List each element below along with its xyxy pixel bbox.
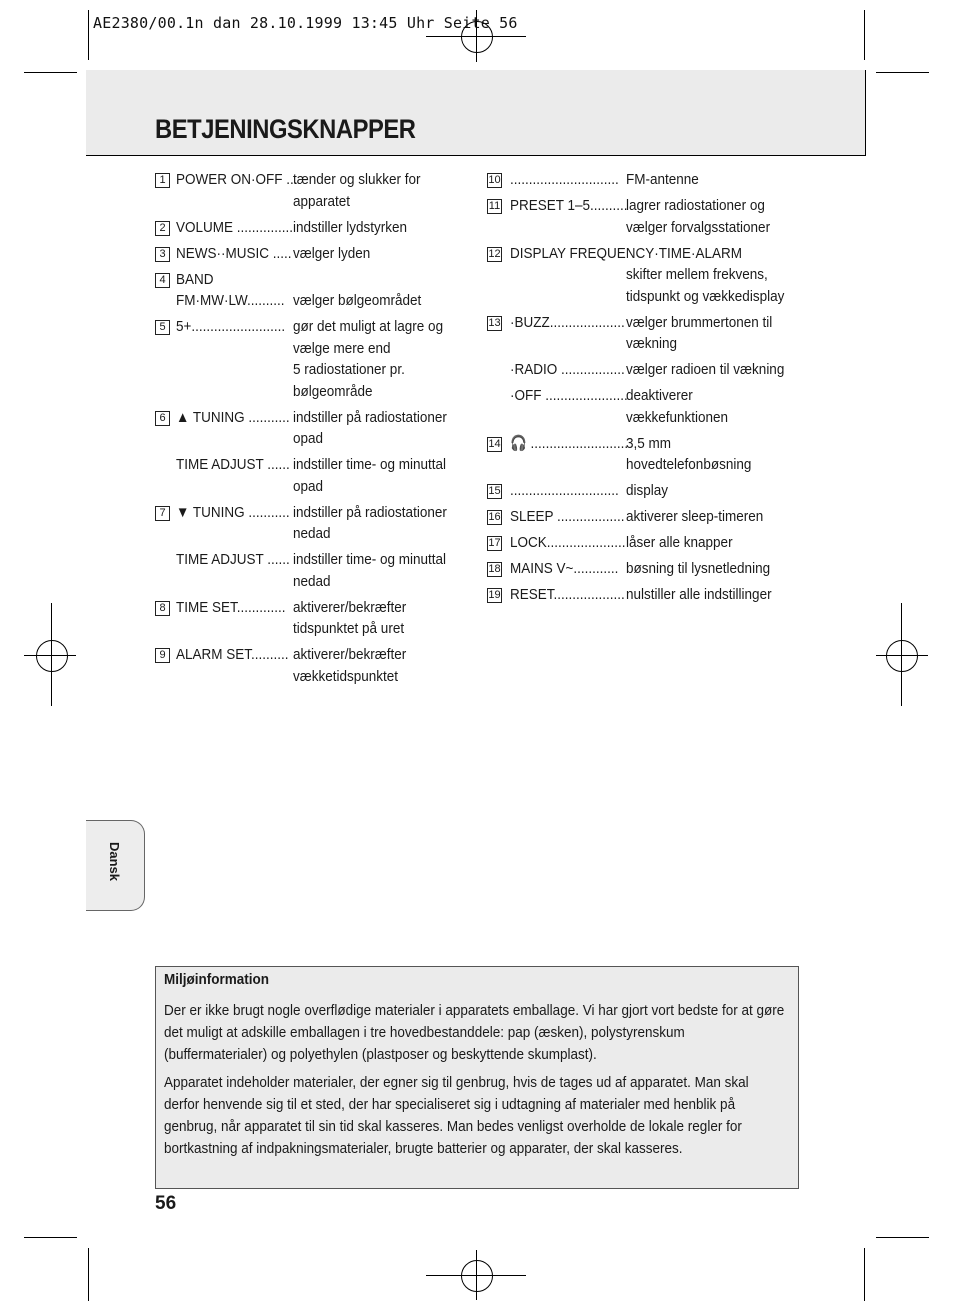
item-number: 9: [155, 648, 170, 663]
language-tab-label: Dansk: [107, 842, 122, 882]
control-label: TIME ADJUST ......: [176, 551, 290, 568]
control-entry: [487, 195, 817, 238]
control-label: MAINS V~............: [510, 560, 619, 577]
control-entry: [155, 407, 475, 450]
print-slug: AE2380/00.1n dan 28.10.1999 13:45 Uhr Seite 56: [93, 14, 518, 32]
control-label: .............................: [510, 482, 619, 499]
page-number: 56: [155, 1193, 177, 1214]
control-label: SLEEP ..................: [510, 508, 625, 525]
control-entry: [487, 558, 817, 580]
control-description: indstiller på radiostationer: [293, 503, 447, 521]
control-label: ALARM SET..........: [176, 646, 289, 663]
control-description: vælger bølgeområdet: [293, 292, 422, 309]
control-entry: [487, 312, 817, 355]
control-description: skifter mellem frekvens,: [626, 266, 768, 283]
control-entry: [155, 597, 475, 640]
control-entry: [155, 243, 475, 265]
crop-mark: [88, 1248, 89, 1301]
control-entry: [487, 584, 817, 606]
item-number: 8: [155, 601, 170, 616]
item-number: 16: [488, 511, 501, 523]
control-label: LOCK.....................: [510, 534, 626, 551]
item-number: 2: [155, 221, 170, 236]
control-description: nulstiller alle indstillinger: [626, 586, 772, 603]
control-description: opad: [293, 477, 324, 495]
control-entry: [487, 243, 817, 308]
control-entry: [487, 359, 817, 381]
control-description: apparatet: [293, 192, 351, 210]
control-label: ·RADIO .................: [510, 361, 625, 378]
control-entry: [155, 217, 475, 239]
control-description: indstiller på radiostationer: [293, 408, 447, 426]
control-description: aktiverer sleep-timeren: [626, 508, 764, 525]
control-description: låser alle knapper: [626, 534, 733, 551]
control-label: ▲ TUNING ...........: [176, 408, 290, 426]
control-description: aktiverer/bekræfter: [293, 646, 407, 663]
control-label: .............................: [510, 171, 619, 188]
control-description: gør det muligt at lagre og: [293, 318, 444, 335]
item-number: 17: [488, 537, 501, 549]
crop-mark: [24, 1237, 77, 1238]
control-description: hovedtelefonbøsning: [626, 456, 752, 473]
control-label: NEWS··MUSIC .....: [176, 244, 292, 262]
control-description: tidspunkt og vækkedisplay: [626, 287, 785, 305]
control-entry: [487, 385, 817, 428]
control-description: lagrer radiostationer og: [626, 197, 765, 214]
control-label: PRESET 1–5..........: [510, 197, 628, 214]
controls-list-left: [155, 169, 475, 692]
control-entry: [155, 549, 475, 592]
control-description: vælger brummertonen til: [626, 313, 773, 331]
control-entry: [487, 532, 817, 554]
control-description: vækkefunktionen: [626, 408, 729, 426]
control-description: aktiverer/bekræfter: [293, 598, 407, 616]
control-label: 5+.........................: [176, 318, 286, 335]
control-description: bøsning til lysnetledning: [626, 560, 771, 577]
control-label: ·BUZZ....................: [510, 313, 625, 331]
crop-mark: [876, 1237, 929, 1238]
control-entry: [487, 169, 817, 191]
item-number: 5: [155, 320, 170, 335]
item-number: 3: [155, 247, 170, 262]
control-label: RESET...................: [510, 586, 625, 603]
control-label: VOLUME ...............: [176, 218, 294, 236]
control-entry: [155, 502, 475, 545]
item-number: 14: [488, 437, 501, 450]
item-number: 6: [155, 411, 170, 426]
control-description: vækketidspunktet: [293, 667, 399, 685]
item-number: 18: [488, 563, 501, 575]
control-description: vælger radioen til vækning: [626, 361, 785, 378]
item-number: 7: [155, 506, 170, 521]
control-description: vælge mere end: [293, 339, 391, 357]
control-entry: [487, 480, 817, 502]
crop-mark: [864, 1248, 865, 1301]
control-label: TIME SET.............: [176, 598, 286, 616]
item-number: 1: [155, 173, 170, 188]
control-description: indstiller time- og minuttal: [293, 456, 447, 473]
control-entry: [155, 169, 475, 212]
item-number: 10: [488, 174, 501, 186]
control-description: bølgeområde: [293, 382, 373, 400]
control-entry: [155, 269, 475, 312]
crop-mark: [88, 10, 89, 60]
control-description: nedad: [293, 525, 331, 542]
control-label: ▼ TUNING ...........: [176, 503, 290, 521]
info-paragraph: Der er ikke brugt nogle overflødige materialer i apparatets emballage. Vi har gjort vort bedste for at gøre det muligt at adskille emballagen i tre hovedbestanddele: pap (æsken), polystyrenskum (buffermaterialer) og polyethylen (plastposer og beskyttende skumplast).: [164, 1002, 785, 1063]
item-number: 12: [488, 247, 501, 260]
controls-list-right: [487, 169, 817, 610]
control-entry: [155, 316, 475, 402]
control-label: 🎧 ..........................: [510, 434, 629, 452]
control-entry: [487, 506, 817, 528]
item-number: 4: [155, 273, 170, 288]
info-title: Miljøinformation: [164, 971, 269, 988]
control-entry: [155, 454, 475, 497]
control-description: nedad: [293, 572, 331, 590]
control-label: BAND: [176, 270, 214, 288]
control-description: indstiller time- og minuttal: [293, 551, 447, 568]
control-label: TIME ADJUST ......: [176, 456, 290, 473]
control-description: display: [626, 482, 669, 499]
control-description: tænder og slukker for: [293, 171, 421, 188]
environment-info-box: [155, 966, 799, 1189]
control-description: vækning: [626, 335, 678, 352]
control-label: POWER ON·OFF ...: [176, 171, 298, 188]
crop-mark: [876, 72, 929, 73]
crop-mark: [24, 72, 77, 73]
item-number: 15: [488, 485, 501, 497]
control-description: 3,5 mm: [626, 434, 672, 452]
info-paragraph: Apparatet indeholder materialer, der egner sig til genbrug, hvis de tages ud af apparatet. Man skal derfor henvende sig til et sted, der har specialiseret sig i udtagning af materialer med henblik på genbrug, når apparatet til sin tid skal kasseres. Man bedes venligst overholde de lokale regler for bortkastning af indpakningsmaterialer, brugte batterier og apparater, der skal kasseres.: [164, 1074, 749, 1157]
control-description: 5 radiostationer pr.: [293, 361, 405, 378]
control-description: opad: [293, 430, 324, 447]
control-label: ·OFF ......................: [510, 387, 628, 404]
control-entry: [487, 433, 817, 476]
control-description: indstiller lydstyrken: [293, 218, 408, 236]
control-label: FM·MW·LW..........: [176, 292, 285, 309]
control-entry: [155, 644, 475, 687]
control-description: tidspunktet på uret: [293, 620, 405, 637]
item-number: 19: [488, 589, 501, 601]
item-number: 13: [488, 316, 501, 329]
control-description: vælger forvalgsstationer: [626, 218, 771, 236]
control-label: DISPLAY FREQUENCY·TIME·ALARM: [510, 244, 743, 262]
page-title: BETJENINGSKNAPPER: [155, 114, 416, 144]
crop-mark: [864, 10, 865, 60]
control-description: vælger lyden: [293, 244, 371, 262]
control-description: FM-antenne: [626, 171, 699, 188]
item-number: 11: [488, 200, 501, 212]
control-description: deaktiverer: [626, 387, 693, 404]
